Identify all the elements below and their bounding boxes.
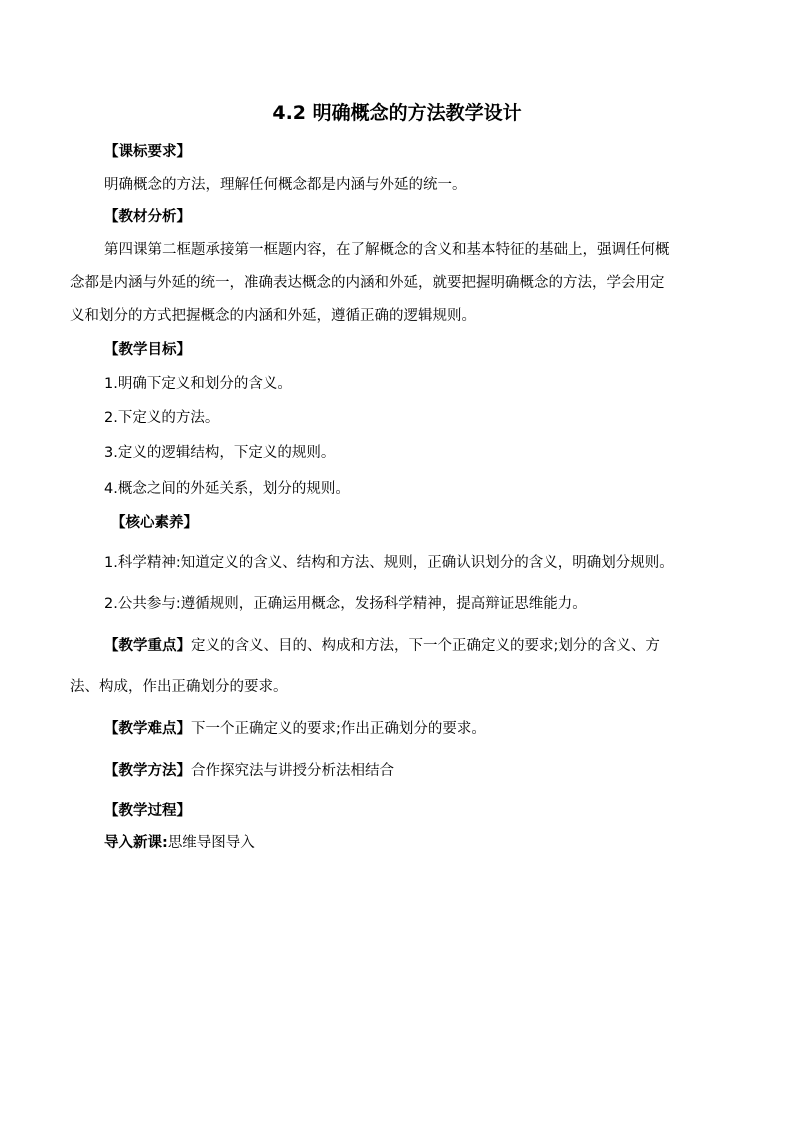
key-points-line-1	[104, 636, 660, 656]
process-intro-label: 导入新课:	[104, 835, 168, 851]
objective-item-3: 3.定义的逻辑结构，下定义的规则。	[104, 445, 336, 461]
process-intro-line	[104, 833, 255, 853]
objective-item-2: 2.下定义的方法。	[104, 410, 220, 426]
section-heading-core-literacy: 【核心素养】	[111, 515, 198, 531]
key-points-line-2: 法、构成，作出正确划分的要求。	[70, 679, 288, 695]
methods-line	[104, 761, 394, 781]
section-heading-difficulties: 【教学难点】	[104, 721, 191, 737]
paragraph-textbook-line-3: 义和划分的方式把握概念的内涵和外延，遵循正确的逻辑规则。	[70, 308, 476, 324]
objective-item-1: 1.明确下定义和划分的含义。	[104, 376, 292, 392]
difficulties-text: 下一个正确定义的要求;作出正确划分的要求。	[191, 721, 486, 737]
paragraph-textbook-line-1: 第四课第二框题承接第一框题内容，在了解概念的含义和基本特征的基础上，强调任何概	[104, 242, 670, 258]
section-heading-objectives: 【教学目标】	[104, 342, 191, 358]
paragraph-curriculum: 明确概念的方法，理解任何概念都是内涵与外延的统一。	[104, 177, 467, 193]
section-heading-key-points: 【教学重点】	[104, 638, 191, 654]
objective-item-4: 4.概念之间的外延关系，划分的规则。	[104, 481, 350, 497]
methods-text: 合作探究法与讲授分析法相结合	[191, 763, 394, 779]
section-heading-textbook-analysis: 【教材分析】	[104, 209, 191, 225]
process-intro-text: 思维导图导入	[167, 835, 255, 851]
key-points-text: 定义的含义、目的、构成和方法，下一个正确定义的要求;划分的含义、方	[191, 638, 660, 654]
section-heading-curriculum: 【课标要求】	[104, 144, 191, 160]
paragraph-textbook-line-2: 念都是内涵与外延的统一，准确表达概念的内涵和外延，就要把握明确概念的方法，学会用定	[70, 275, 665, 291]
core-literacy-item-2: 2.公共参与:遵循规则，正确运用概念，发扬科学精神，提高辩证思维能力。	[104, 596, 587, 612]
core-literacy-item-1: 1.科学精神:知道定义的含义、结构和方法、规则，正确认识划分的含义，明确划分规则。	[104, 555, 674, 571]
section-heading-methods: 【教学方法】	[104, 763, 191, 779]
section-heading-process: 【教学过程】	[104, 803, 191, 819]
difficulties-line	[104, 719, 486, 739]
document-title: 4.2 明确概念的方法教学设计	[272, 102, 522, 124]
